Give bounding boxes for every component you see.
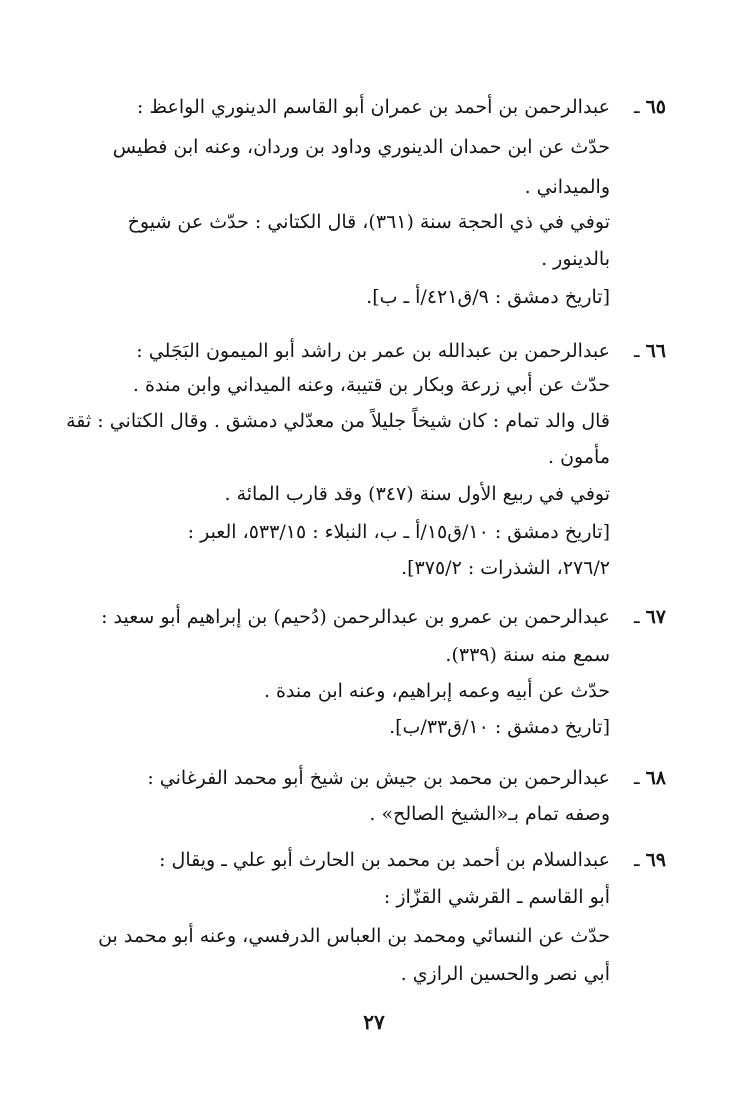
entry-dash: ـ bbox=[633, 96, 640, 118]
entry-number bbox=[634, 764, 666, 794]
entry-dash: ـ bbox=[633, 606, 640, 628]
entry-heading: عبدالرحمن بن أحمد بن عمران أبو القاسم الدينوري الواعظ : bbox=[137, 96, 610, 118]
entry-line: حدّث عن ابن حمدان الدينوري وداود بن وردان، وعنه ابن فطيس bbox=[112, 136, 610, 158]
entry-number-value: ٦٩ bbox=[645, 849, 666, 871]
entry-line: حدّث عن أبي زرعة وبكار بن قتيبة، وعنه الميداني وابن مندة . bbox=[132, 374, 610, 396]
entry-heading: عبدالرحمن بن عمرو بن عبدالرحمن (دُحيم) بن إبراهيم أبو سعيد : bbox=[101, 606, 610, 628]
citation: [تاريخ دمشق : ٩/ق٤٢١/أ ـ ب]. bbox=[366, 286, 610, 308]
citation: [تاريخ دمشق : ١٠/ق٣٣/ب]. bbox=[389, 716, 610, 738]
entry-heading: عبدالسلام بن أحمد بن محمد بن الحارث أبو علي ـ ويقال : bbox=[159, 849, 610, 871]
entry-line: قال والد تمام : كان شيخاً جليلاً من معدّلي دمشق . وقال الكتاني : ثقة bbox=[66, 410, 610, 432]
citation: ٢٧٦/٢، الشذرات : ٣٧٥/٢]. bbox=[401, 557, 610, 579]
entry-line: حدّث عن النسائي ومحمد بن العباس الدرفسي، وعنه أبو محمد بن bbox=[98, 925, 610, 947]
entry-number bbox=[634, 603, 666, 633]
entry-line: بالدينور . bbox=[541, 248, 610, 270]
entry-dash: ـ bbox=[633, 340, 640, 362]
entry-line: مأمون . bbox=[548, 446, 610, 468]
entry-line: والميداني . bbox=[524, 176, 610, 198]
entry-heading: عبدالرحمن بن محمد بن جيش بن شيخ أبو محمد الفرغاني : bbox=[147, 767, 610, 789]
page-number: ٢٧ bbox=[363, 1010, 385, 1034]
entry-line: حدّث عن أبيه وعمه إبراهيم، وعنه ابن مندة . bbox=[263, 680, 610, 702]
entry-line: توفي في ربيع الأول سنة (٣٤٧) وقد قارب المائة . bbox=[224, 483, 610, 505]
entry-number-value: ٦٨ bbox=[645, 767, 666, 789]
entry-line: أبي نصر والحسين الرازي . bbox=[400, 963, 610, 985]
entry-number-value: ٦٦ bbox=[645, 340, 666, 362]
entry-number-value: ٦٥ bbox=[645, 96, 666, 118]
entry-line: سمع منه سنة (٣٣٩). bbox=[445, 644, 610, 666]
entry-number bbox=[634, 846, 666, 876]
entry-dash: ـ bbox=[633, 767, 640, 789]
entry-line: وصفه تمام بـ«الشيخ الصالح» . bbox=[369, 803, 610, 825]
entry-dash: ـ bbox=[633, 849, 640, 871]
entry-number bbox=[634, 93, 666, 123]
entry-number bbox=[634, 337, 666, 367]
entry-line: توفي في ذي الحجة سنة (٣٦١)، قال الكتاني : حدّث عن شيوخ bbox=[127, 211, 610, 233]
entry-heading: عبدالرحمن بن عبدالله بن عمر بن راشد أبو الميمون البَجَلي : bbox=[136, 340, 610, 362]
citation: [تاريخ دمشق : ١٠/ق١٥/أ ـ ب، النبلاء : ٥٣٣/١٥، العبر : bbox=[187, 521, 610, 543]
entry-number-value: ٦٧ bbox=[645, 606, 666, 628]
entry-line: أبو القاسم ـ القرشي القزّاز : bbox=[383, 886, 610, 908]
